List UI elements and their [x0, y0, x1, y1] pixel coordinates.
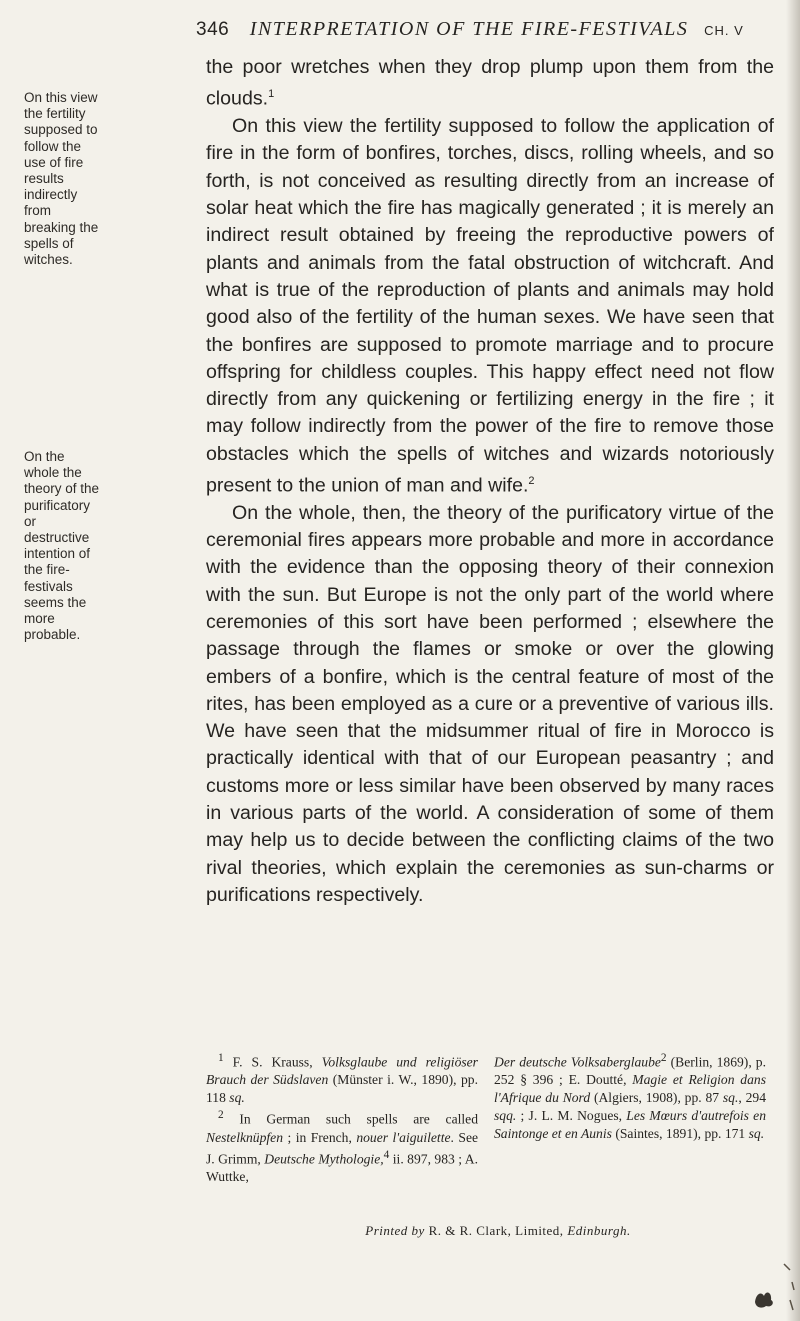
chapter-label: CH. V [704, 23, 744, 38]
margin-mark-icon [780, 1260, 796, 1316]
footnote-ref-2[interactable]: 2 [528, 474, 535, 487]
footnote-column-left [206, 1050, 478, 1186]
ink-blot-icon [752, 1288, 776, 1310]
paragraph-purificatory: On the whole, then, the theory of the purificatory virtue of the ceremonial fires appears more probable and more in accordance with the evidence than the opposing theory of their connexion with the sun. But Europe is not the only part of the world where ceremonies of this sort have been performed ; elsewhere the passage through the flames or smoke or over the glowing embers of a bonfire, which is the central feature of most of the rites, has been employed as a cure or a preventive of various ills. We have seen that the midsummer ritual of fire in Morocco is practically identical with that of our European peasantry ; and customs more or less similar have been observed by many races in various parts of the world. A consideration of some of them may help us to decide between the conflicting claims of the two rival theories, which explain the ceremonies as sun-charms or purifications respectively. [206, 501, 774, 906]
paragraph-fertility: On this view the fertility supposed to follow the application of fire in the form of bonfires, torches, discs, rolling wheels, and so forth, is not conceived as resulting directly from an increase of solar heat which the fire has magically generated ; it is merely an indirect result obtained by freeing the reproductive powers of plants and animals from the fatal obstruction of witchcraft. And what is true of the reproduction of plants and animals may hold good also of the fertility of the human sexes. We have seen that the bonfires are supposed to promote marriage and to procure offspring for childless couples. This happy effect need not flow directly from any quickening or fertilizing energy in the fire ; it may follow indirectly from the power of the fire to remove those obstacles which the spells of witches and wizards notoriously present to the union of man and wife.$^2$ [206, 115, 774, 497]
running-header [196, 18, 796, 44]
page-number: 346 [196, 19, 230, 40]
footnote-1: $^1$ F. S. Krauss, Volksglaube und religiöser Brauch der Südslaven (Münster i. W., 1890), pp. 118 sq. [206, 1052, 478, 1106]
sidenote-purificatory: On the whole the theory of the purificatory or destructive intention of the fire-festivals seems the more probable. [24, 449, 100, 643]
sidenote-fertility: On this view the fertility supposed to follow the use of fire results indirectly from breaking the spells of witches. [24, 90, 99, 268]
footnote-2-continued: Der deutsche Volksaberglaube$^2$ (Berlin, 1869), p. 252 § 396 ; E. Doutté, Magie et Religion dans l'Afrique du Nord (Algiers, 1908), pp. 87 sq., 294 sqq. ; J. L. M. Nogues, Les Mœurs d'autrefois en Saintonge et en Aunis (Saintes, 1891), pp. 171 sq. [494, 1052, 766, 1142]
page-edge-shadow [786, 0, 800, 1321]
running-title: INTERPRETATION OF THE FIRE-FESTIVALS [249, 18, 689, 40]
footnote-2: $^2$ In German such spells are called Nestelknüpfen ; in French, nouer l'aiguilette. See J. Grimm, Deutsche Mythologie,$^4$ ii. 897, 983 ; A. Wuttke, [206, 1109, 479, 1185]
paragraph-continuation: the poor wretches when they drop plump upon them from the clouds.$^1$ [206, 56, 774, 110]
footnote-ref-1[interactable]: 1 [268, 88, 275, 101]
printer-imprint: Printed by R. & R. Clark, Limited, Edinburgh. [365, 1223, 631, 1238]
footnote-column-right [494, 1050, 766, 1143]
body-text [206, 54, 774, 909]
